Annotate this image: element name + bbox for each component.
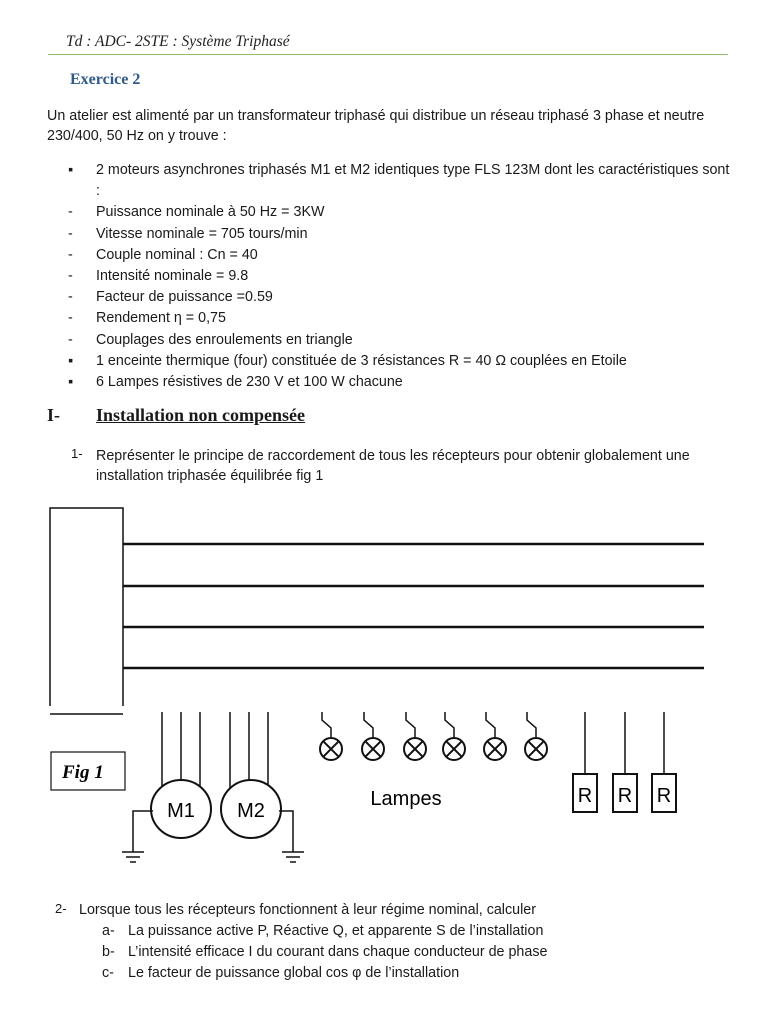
bullet-marker: - xyxy=(68,310,73,327)
bullet-marker: - xyxy=(68,246,73,263)
resistor xyxy=(652,712,676,812)
list-item-text: Le facteur de puissance global cos φ de l’installation xyxy=(128,965,460,981)
lamp xyxy=(320,712,342,760)
question-text: Représenter le principe de raccordement de tous les récepteurs pour obtenir globalement une installation triphasée équilibrée fig 1 xyxy=(96,448,690,484)
resistor-label: R xyxy=(577,785,593,807)
question-number: 1- xyxy=(71,446,83,461)
list-item xyxy=(47,308,737,329)
resistor-label: R xyxy=(656,785,672,807)
sub-marker: b- xyxy=(102,944,115,960)
list-item xyxy=(47,160,737,202)
list-item-text: Vitesse nominale = 705 tours/min xyxy=(96,225,308,242)
bullet-marker: - xyxy=(68,268,73,285)
resistor-label: R xyxy=(617,785,633,807)
lamp xyxy=(443,712,465,760)
list-item-text: Puissance nominale à 50 Hz = 3KW xyxy=(96,204,325,221)
list-item xyxy=(47,330,737,351)
intro-paragraph: Un atelier est alimenté par un transformateur triphasé qui distribue un réseau triphasé 3 phase et neutre 230/400, 50 Hz on y trouve : xyxy=(47,108,705,144)
list-item-text: Intensité nominale = 9.8 xyxy=(96,268,249,285)
motor-label: M2 xyxy=(237,800,265,822)
lamp xyxy=(484,712,506,760)
lamps-label: Lampes xyxy=(370,788,442,810)
header-rule xyxy=(48,54,728,55)
list-item-text: Couple nominal : Cn = 40 xyxy=(96,246,258,263)
list-item xyxy=(47,224,737,245)
list-item-text: 2 moteurs asynchrones triphasés M1 et M2 identiques type FLS 123M dont les caractéristiques sont : xyxy=(96,162,730,200)
lamp xyxy=(404,712,426,760)
list-item xyxy=(55,942,745,963)
question-1 xyxy=(71,446,731,486)
section-title: Installation non compensée xyxy=(96,405,306,425)
fig-label: Fig 1 xyxy=(62,762,104,783)
bullet-marker: - xyxy=(68,225,73,242)
sub-marker: a- xyxy=(102,923,115,939)
list-item xyxy=(55,963,745,984)
section-number: I- xyxy=(47,405,60,425)
motor-m2 xyxy=(221,712,304,862)
list-item-text: L’intensité efficace I du courant dans chaque conducteur de phase xyxy=(128,944,548,960)
wiring-diagram xyxy=(40,500,720,890)
list-item-text: Facteur de puissance =0.59 xyxy=(96,289,273,306)
bullet-marker: - xyxy=(68,204,73,221)
exercise-title: Exercice 2 xyxy=(70,71,141,88)
list-item xyxy=(47,202,737,223)
list-item-text: Rendement η = 0,75 xyxy=(96,310,226,327)
bullet-marker: ▪ xyxy=(68,162,74,178)
list-item xyxy=(55,921,745,942)
list-item-text: Couplages des enroulements en triangle xyxy=(96,331,353,348)
motor-m1 xyxy=(122,712,211,862)
document-header: Td : ADC- 2STE : Système Triphasé xyxy=(66,33,290,50)
resistor xyxy=(613,712,637,812)
motor-label: M1 xyxy=(167,800,195,822)
question-2 xyxy=(55,900,745,984)
sub-marker: c- xyxy=(102,965,114,981)
bullet-marker: - xyxy=(68,289,73,306)
bullet-marker: ▪ xyxy=(68,374,74,391)
question-text: Lorsque tous les récepteurs fonctionnent à leur régime nominal, calculer xyxy=(79,902,536,918)
bullet-marker: - xyxy=(68,331,73,348)
list-item-text: 6 Lampes résistives de 230 V et 100 W chacune xyxy=(96,374,403,391)
resistor xyxy=(573,712,597,812)
list-item xyxy=(47,266,737,287)
list-item xyxy=(47,372,737,393)
sub-question-list xyxy=(55,921,745,984)
section-heading xyxy=(47,405,305,426)
list-item-text: La puissance active P, Réactive Q, et apparente S de l’installation xyxy=(128,923,544,939)
list-item xyxy=(47,287,737,308)
list-item xyxy=(47,351,737,372)
list-item xyxy=(47,245,737,266)
bullet-marker: ▪ xyxy=(68,352,74,369)
wiring-figure xyxy=(40,500,720,895)
question-number: 2- xyxy=(55,901,67,916)
transformer-box xyxy=(50,508,123,706)
lamp xyxy=(525,712,547,760)
list-item-text: 1 enceinte thermique (four) constituée de 3 résistances R = 40 Ω couplées en Etoile xyxy=(96,352,627,369)
spec-list xyxy=(47,160,737,393)
lamp xyxy=(362,712,384,760)
